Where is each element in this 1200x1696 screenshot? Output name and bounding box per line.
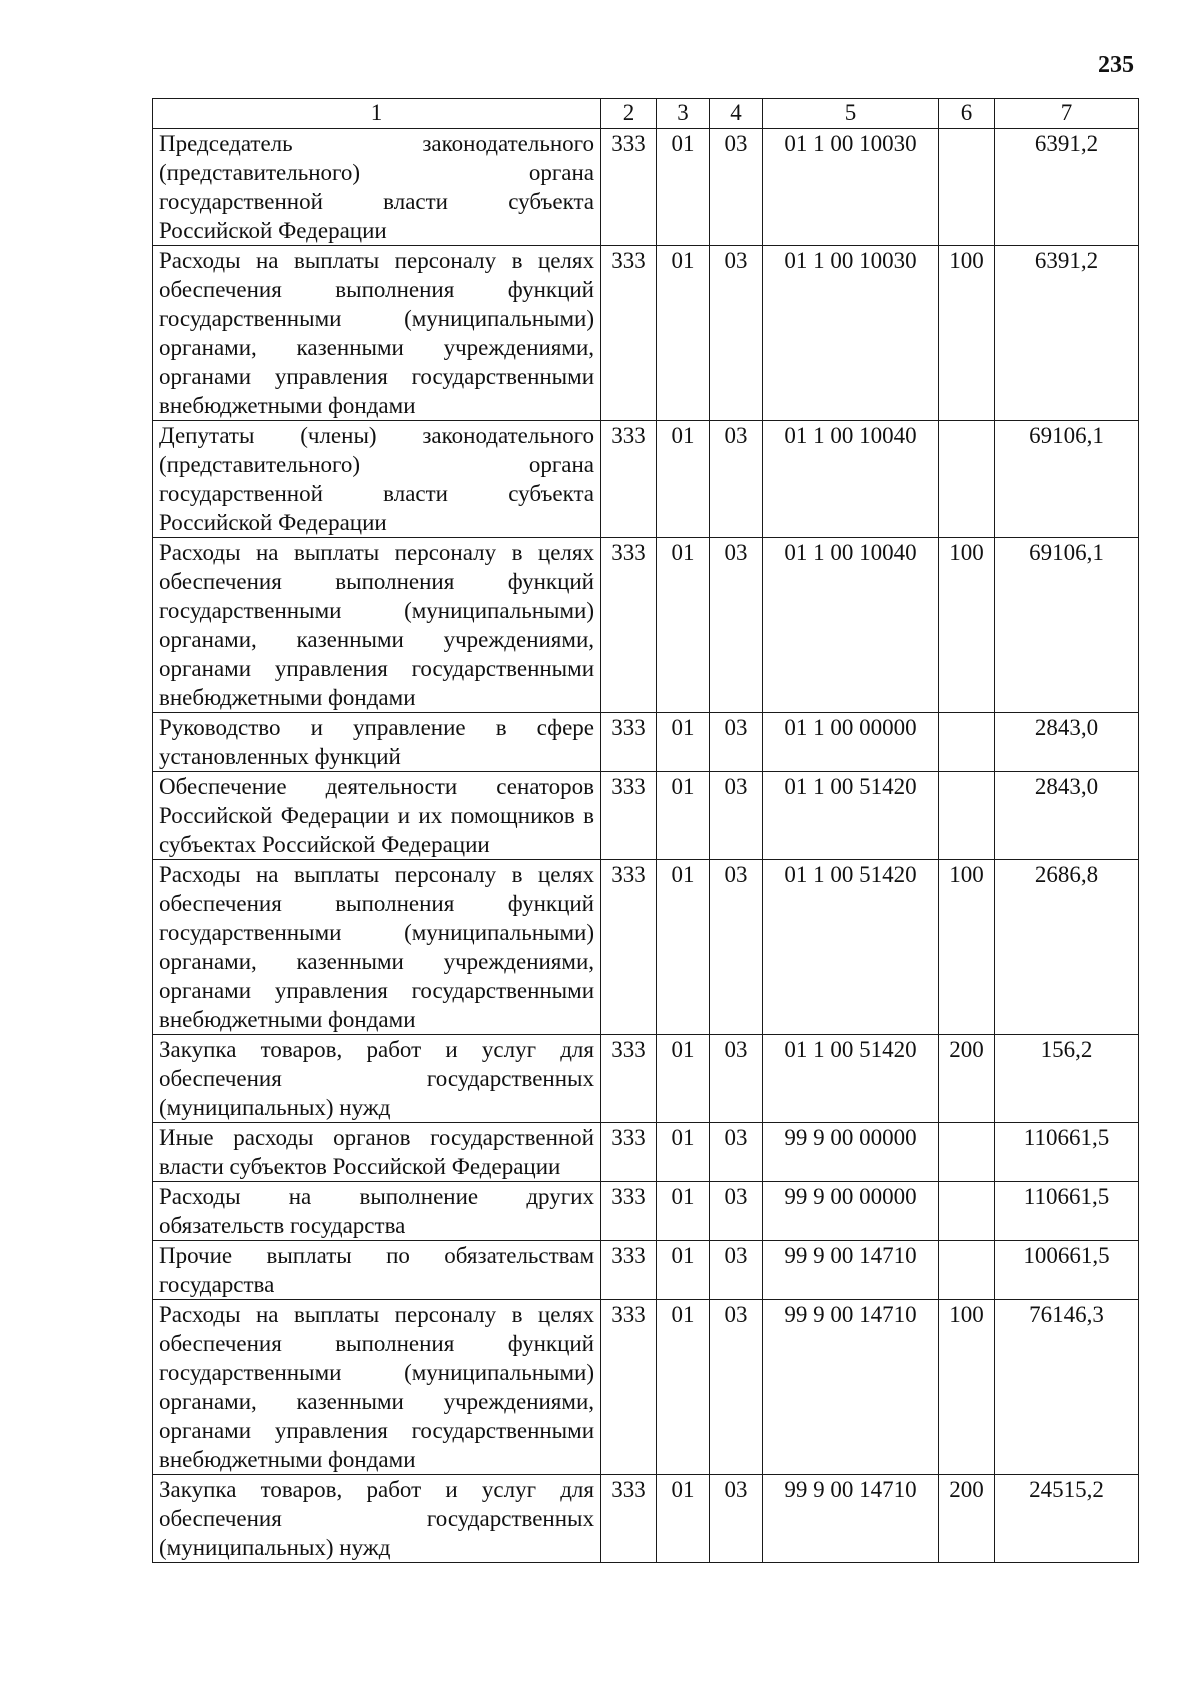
table-row: [153, 1182, 1139, 1241]
table-row: [153, 713, 1139, 772]
subsection-code-cell: 03: [710, 129, 763, 246]
admin-code-cell: 333: [601, 1182, 657, 1241]
admin-code-cell: 333: [601, 713, 657, 772]
subsection-code-cell: 03: [710, 1475, 763, 1563]
column-header: 7: [995, 99, 1139, 129]
amount-cell: 110661,5: [995, 1123, 1139, 1182]
target-article-cell: 99 9 00 14710: [763, 1241, 939, 1300]
expense-type-cell: [939, 772, 995, 860]
table-row: [153, 1123, 1139, 1182]
column-header: 2: [601, 99, 657, 129]
target-article-cell: 01 1 00 10040: [763, 538, 939, 713]
expense-type-cell: [939, 713, 995, 772]
expense-name-cell: Депутаты (члены) законодательного (представительного) органа государственной власти субъекта Российской Федерации: [153, 421, 601, 538]
target-article-cell: 01 1 00 10030: [763, 129, 939, 246]
table-row: [153, 1300, 1139, 1475]
subsection-code-cell: 03: [710, 772, 763, 860]
expense-type-cell: 200: [939, 1035, 995, 1123]
amount-cell: 6391,2: [995, 246, 1139, 421]
expense-name-cell: Расходы на выплаты персоналу в целях обеспечения выполнения функций государственными (муниципальными) органами, казенными учреждениями, органами управления государственными внебюджетными фондами: [153, 246, 601, 421]
table-row: [153, 129, 1139, 246]
admin-code-cell: 333: [601, 538, 657, 713]
amount-cell: 2686,8: [995, 860, 1139, 1035]
admin-code-cell: 333: [601, 1035, 657, 1123]
column-header: 1: [153, 99, 601, 129]
table-body: [153, 129, 1139, 1563]
expense-type-cell: [939, 1182, 995, 1241]
target-article-cell: 99 9 00 00000: [763, 1123, 939, 1182]
column-header: 5: [763, 99, 939, 129]
section-code-cell: 01: [657, 1123, 710, 1182]
expense-name-cell: Иные расходы органов государственной власти субъектов Российской Федерации: [153, 1123, 601, 1182]
subsection-code-cell: 03: [710, 1123, 763, 1182]
table-row: [153, 772, 1139, 860]
subsection-code-cell: 03: [710, 421, 763, 538]
section-code-cell: 01: [657, 129, 710, 246]
section-code-cell: 01: [657, 860, 710, 1035]
admin-code-cell: 333: [601, 129, 657, 246]
table-row: [153, 538, 1139, 713]
amount-cell: 24515,2: [995, 1475, 1139, 1563]
section-code-cell: 01: [657, 1475, 710, 1563]
table-row: [153, 1241, 1139, 1300]
table-row: [153, 860, 1139, 1035]
admin-code-cell: 333: [601, 1123, 657, 1182]
table-row: [153, 246, 1139, 421]
expense-name-cell: Расходы на выплаты персоналу в целях обеспечения выполнения функций государственными (муниципальными) органами, казенными учреждениями, органами управления государственными внебюджетными фондами: [153, 1300, 601, 1475]
expense-name-cell: Прочие выплаты по обязательствам государства: [153, 1241, 601, 1300]
subsection-code-cell: 03: [710, 246, 763, 421]
admin-code-cell: 333: [601, 860, 657, 1035]
subsection-code-cell: 03: [710, 713, 763, 772]
subsection-code-cell: 03: [710, 860, 763, 1035]
amount-cell: 110661,5: [995, 1182, 1139, 1241]
expense-type-cell: 100: [939, 246, 995, 421]
amount-cell: 76146,3: [995, 1300, 1139, 1475]
column-header: 3: [657, 99, 710, 129]
page-number: 235: [1098, 52, 1134, 78]
section-code-cell: 01: [657, 246, 710, 421]
admin-code-cell: 333: [601, 1241, 657, 1300]
amount-cell: 69106,1: [995, 421, 1139, 538]
expense-type-cell: [939, 1123, 995, 1182]
expense-name-cell: Расходы на выполнение других обязательств государства: [153, 1182, 601, 1241]
target-article-cell: 99 9 00 00000: [763, 1182, 939, 1241]
target-article-cell: 01 1 00 51420: [763, 860, 939, 1035]
table-header: [153, 99, 1139, 129]
target-article-cell: 01 1 00 00000: [763, 713, 939, 772]
admin-code-cell: 333: [601, 421, 657, 538]
column-header: 6: [939, 99, 995, 129]
budget-table: [152, 98, 1139, 1563]
admin-code-cell: 333: [601, 772, 657, 860]
section-code-cell: 01: [657, 713, 710, 772]
table-row: [153, 1035, 1139, 1123]
subsection-code-cell: 03: [710, 538, 763, 713]
section-code-cell: 01: [657, 421, 710, 538]
target-article-cell: 01 1 00 10040: [763, 421, 939, 538]
section-code-cell: 01: [657, 1241, 710, 1300]
subsection-code-cell: 03: [710, 1300, 763, 1475]
amount-cell: 6391,2: [995, 129, 1139, 246]
expense-type-cell: [939, 129, 995, 246]
target-article-cell: 01 1 00 51420: [763, 1035, 939, 1123]
target-article-cell: 99 9 00 14710: [763, 1475, 939, 1563]
section-code-cell: 01: [657, 1182, 710, 1241]
section-code-cell: 01: [657, 1300, 710, 1475]
section-code-cell: 01: [657, 772, 710, 860]
amount-cell: 100661,5: [995, 1241, 1139, 1300]
table-row: [153, 1475, 1139, 1563]
admin-code-cell: 333: [601, 246, 657, 421]
admin-code-cell: 333: [601, 1300, 657, 1475]
amount-cell: 2843,0: [995, 772, 1139, 860]
column-header: 4: [710, 99, 763, 129]
section-code-cell: 01: [657, 538, 710, 713]
target-article-cell: 99 9 00 14710: [763, 1300, 939, 1475]
expense-type-cell: 100: [939, 538, 995, 713]
section-code-cell: 01: [657, 1035, 710, 1123]
expense-name-cell: Председатель законодательного (представительного) органа государственной власти субъекта Российской Федерации: [153, 129, 601, 246]
subsection-code-cell: 03: [710, 1035, 763, 1123]
subsection-code-cell: 03: [710, 1241, 763, 1300]
target-article-cell: 01 1 00 10030: [763, 246, 939, 421]
expense-type-cell: 100: [939, 1300, 995, 1475]
target-article-cell: 01 1 00 51420: [763, 772, 939, 860]
expense-name-cell: Обеспечение деятельности сенаторов Российской Федерации и их помощников в субъектах Российской Федерации: [153, 772, 601, 860]
header-row: [153, 99, 1139, 129]
expense-name-cell: Закупка товаров, работ и услуг для обеспечения государственных (муниципальных) нужд: [153, 1035, 601, 1123]
expense-name-cell: Закупка товаров, работ и услуг для обеспечения государственных (муниципальных) нужд: [153, 1475, 601, 1563]
table-row: [153, 421, 1139, 538]
expense-name-cell: Расходы на выплаты персоналу в целях обеспечения выполнения функций государственными (муниципальными) органами, казенными учреждениями, органами управления государственными внебюджетными фондами: [153, 538, 601, 713]
amount-cell: 2843,0: [995, 713, 1139, 772]
expense-name-cell: Руководство и управление в сфере установленных функций: [153, 713, 601, 772]
admin-code-cell: 333: [601, 1475, 657, 1563]
subsection-code-cell: 03: [710, 1182, 763, 1241]
expense-type-cell: 200: [939, 1475, 995, 1563]
amount-cell: 69106,1: [995, 538, 1139, 713]
expense-type-cell: [939, 1241, 995, 1300]
expense-type-cell: [939, 421, 995, 538]
expense-type-cell: 100: [939, 860, 995, 1035]
expense-name-cell: Расходы на выплаты персоналу в целях обеспечения выполнения функций государственными (муниципальными) органами, казенными учреждениями, органами управления государственными внебюджетными фондами: [153, 860, 601, 1035]
amount-cell: 156,2: [995, 1035, 1139, 1123]
